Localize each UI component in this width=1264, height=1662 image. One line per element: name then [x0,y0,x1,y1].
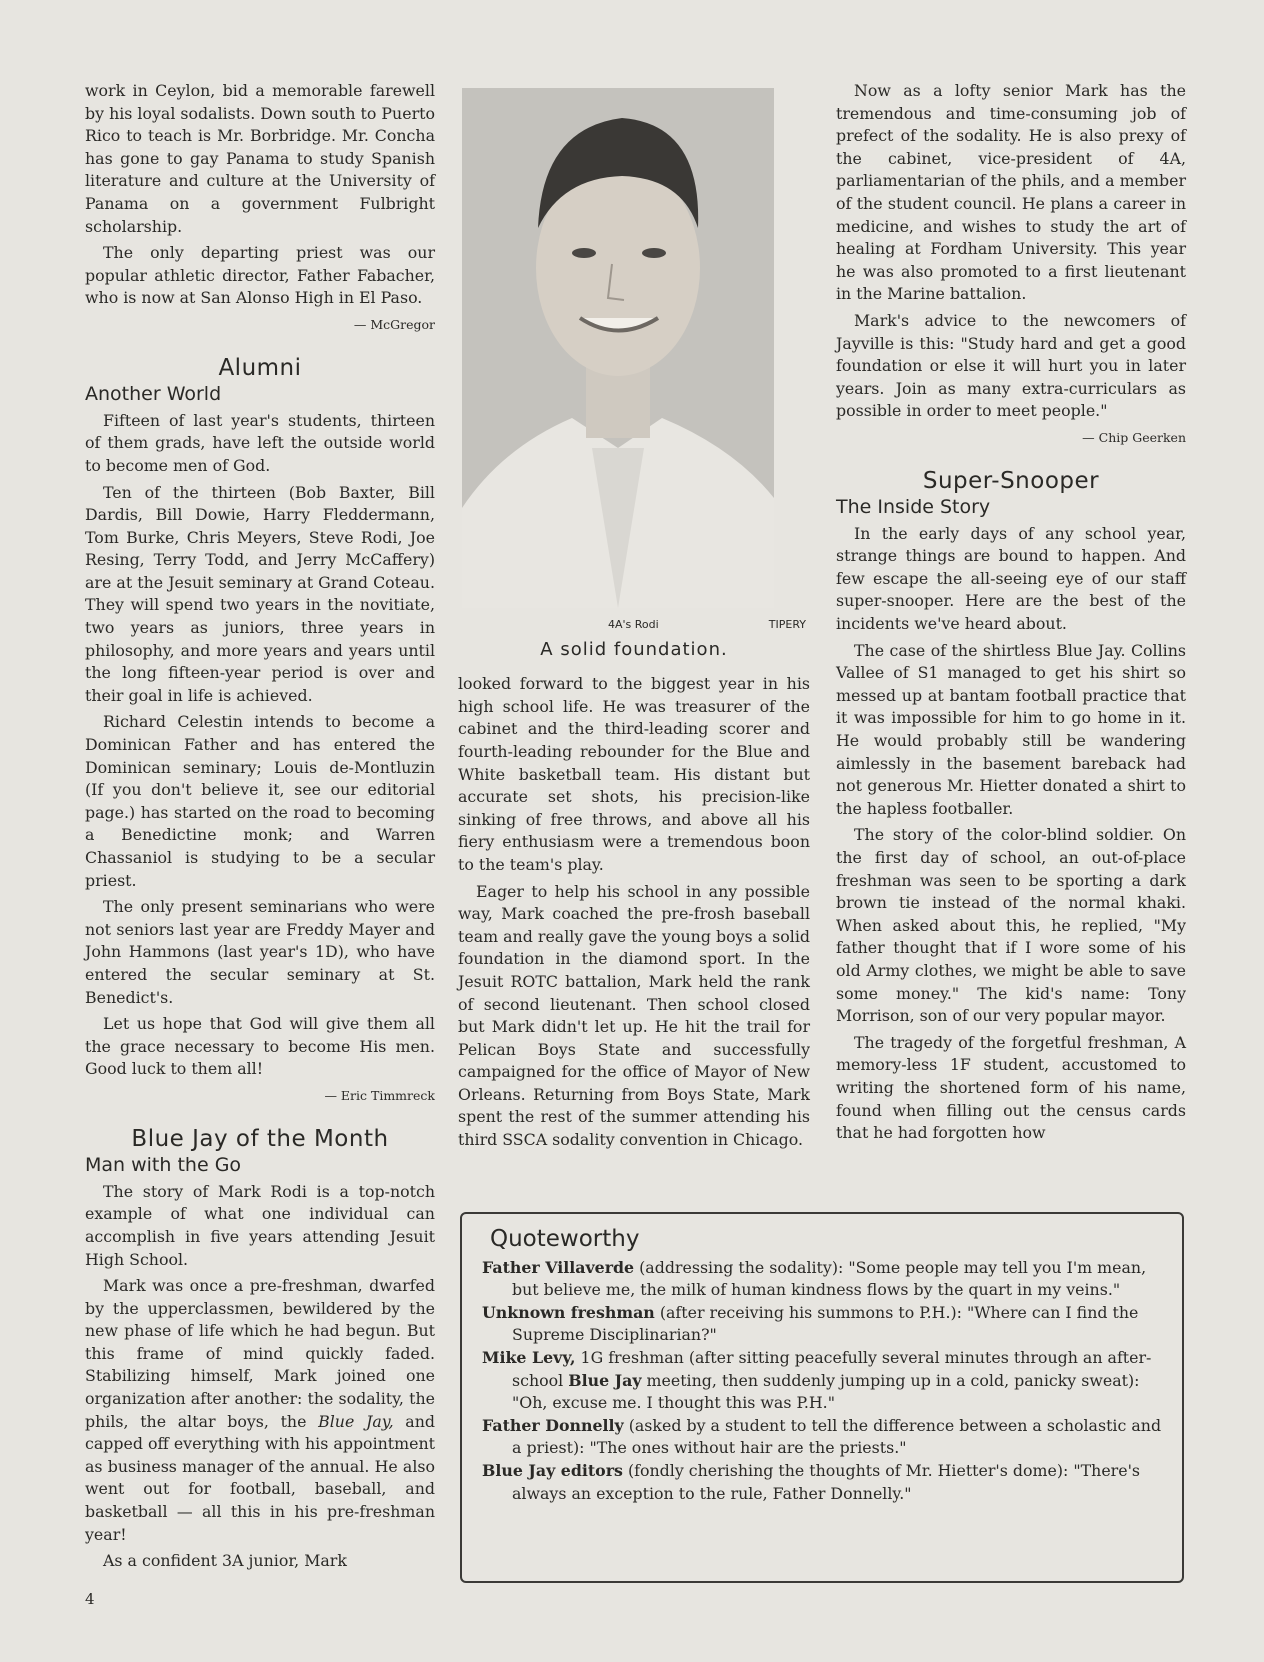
right-column [836,80,1186,1149]
paragraph [85,1275,435,1546]
paragraph: Eager to help his school in any possible way, Mark coached the pre-frosh baseball team and really gave the young boys a solid foundation in the diamond sport. In the Jesuit ROTC battalion, Mark held the rank of second lieutenant. Then school closed but Mark didn't let up. He hit the trail for Pelican Boys State and successfully campaigned for the office of Mayor of New Orleans. Returning from Boys State, Mark spent the rest of the summer attending his third SSCA sodality convention in Chicago. [458,881,810,1150]
quote-item [482,1257,1162,1302]
subheading-inside-story: The Inside Story [836,496,991,519]
paragraph: Let us hope that God will give them all the grace necessary to become His men. Good luck to them all! [85,1014,435,1079]
paragraph: The story of Mark Rodi is a top-notch example of what one individual can accomplish in five years attending Jesuit High School. [85,1181,435,1269]
quote-text: (fondly cherishing the thoughts of Mr. Hietter's dome): "There's always an exception to the rule, Father Donnelly." [512,1460,1141,1503]
quote-text: meeting, then suddenly jumping up in a cold, panicky sweat): "Oh, excuse me. I thought this was P.H." [512,1370,1140,1413]
portrait-illustration [462,88,774,608]
text-run: Mark was once a pre-freshman, dwarfed by the upperclassmen, bewildered by the new phase of life which he had begun. But this frame of mind quickly faded. Stabilizing himself, Mark joined one organization after another: the sodality, the phils, the altar boys, the [85,1276,435,1431]
paragraph: Now as a lofty senior Mark has the tremendous and time-consuming job of prefect of the sodality. He is also prexy of the cabinet, vice-president of 4A, parliamentarian of the phils, and a member of the student council. He plans a career in medicine, and wishes to study the art of healing at Fordham University. This year he was also promoted to a first lieutenant in the Marine battalion. [836,81,1186,304]
byline: — Chip Geerken [1082,429,1186,445]
quote-text: (after receiving his summons to P.H.): "Where can I find the Supreme Disciplinarian?" [512,1302,1139,1345]
paragraph: work in Ceylon, bid a memorable farewell by his loyal sodalists. Down south to Puerto Rico to teach is Mr. Borbridge. Mr. Concha has gone to gay Panama to study Spanish literature and culture at the University of Panama on a government Fulbright scholarship. [85,81,435,236]
section-heading-blue-jay: Blue Jay of the Month [131,1125,389,1152]
quote-speaker: Father Donnelly [482,1415,624,1435]
quote-item [482,1460,1162,1505]
quote-speaker: Unknown freshman [482,1302,655,1322]
section-heading-alumni: Alumni [218,354,302,381]
quote-inline-bold: Blue Jay [568,1370,642,1390]
paragraph: The tragedy of the forgetful freshman, A memory-less 1F student, accustomed to writing the shortened form of his name, found when filling out the census cards that he had forgotten how [836,1032,1186,1143]
caption-title: A solid foundation. [540,638,728,660]
paragraph: The story of the color-blind soldier. On the first day of school, an out-of-place freshman was seen to be sporting a dark brown tie instead of the normal khaki. When asked about this, he replied, "My father thought that if I wore some of his old Army clothes, we might be able to save some money." The kid's name: Tony Morrison, son of our very popular mayor. [836,825,1186,1026]
quote-item [482,1302,1162,1347]
paragraph: The only present seminarians who were not seniors last year are Freddy Mayer and John Hammons (last year's 1D), who have entered the secular seminary at St. Benedict's. [85,897,435,1007]
subheading-another-world: Another World [85,383,222,406]
paragraph: In the early days of any school year, strange things are bound to happen. And few escape the all-seeing eye of our staff super-snooper. Here are the best of the incidents we've heard about. [836,523,1186,634]
middle-column [458,88,810,1156]
paragraph: Mark's advice to the newcomers of Jayville is this: "Study hard and get a good foundation or else it will hurt you in later years. Join as many extra-curriculars as possible in order to meet people." [836,310,1186,421]
quote-text: (asked by a student to tell the difference between a scholastic and a priest): "The ones without hair are the priests." [512,1415,1162,1458]
quote-speaker: Father Villaverde [482,1257,635,1277]
byline: — McGregor [353,316,435,332]
quote-item [482,1415,1162,1460]
caption-name: 4A's Rodi [608,618,659,631]
page-number: 4 [85,1590,95,1608]
paragraph: The case of the shirtless Blue Jay. Collins Vallee of S1 managed to get his shirt so messed up at bantam football practice that it was impossible for him to go home in it. He would probably still be wandering aimlessly in the basement bareback had not generous Mr. Hietter donated a shirt to the hapless footballer. [836,640,1186,818]
quoteworthy-title: Quoteworthy [490,1226,640,1252]
quote-text: (addressing the sodality): "Some people may tell you I'm mean, but believe me, the milk of human kindness flows by the quart in my veins." [512,1257,1147,1300]
photo-caption-row [608,614,806,637]
paragraph: As a confident 3A junior, Mark [103,1551,347,1571]
quoteworthy-box [460,1212,1184,1583]
portrait-photo [462,88,774,608]
paragraph: The only departing priest was our popular athletic director, Father Fabacher, who is now at San Alonso High in El Paso. [85,243,435,308]
paragraph: looked forward to the biggest year in his high school life. He was treasurer of the cabinet and the third-leading scorer and fourth-leading rebounder for the Blue and White basketball team. His distant but accurate set shots, his precision-like sinking of free throws, and above all his fiery enthusiasm were a tremendous boon to the team's play. [458,674,810,874]
photo-credit: TIPERY [768,618,806,631]
quote-speaker: Mike Levy, [482,1347,576,1367]
quote-text: 1G freshman (after sitting peacefully several minutes through an after-school [512,1347,1152,1390]
byline: — Eric Timmreck [324,1087,435,1103]
left-column [85,80,435,1577]
paragraph: Fifteen of last year's students, thirteen of them grads, have left the outside world to become men of God. [85,410,435,475]
section-heading-super-snooper: Super-Snooper [922,467,1100,494]
paragraph: Richard Celestin intends to become a Dominican Father and has entered the Dominican seminary; Louis de-Montluzin (If you don't believe it, see our editorial page.) has started on the road to becoming a Benedictine monk; and Warren Chassaniol is studying to be a secular priest. [85,712,435,890]
text-run: and capped off everything with his appointment as business manager of the annual. He also went out for football, baseball, and basketball — all this in his pre-freshman year! [85,1411,435,1544]
paragraph: Ten of the thirteen (Bob Baxter, Bill Dardis, Bill Dowie, Harry Fleddermann, Tom Burke, Chris Meyers, Steve Rodi, Joe Resing, Terry Todd, and Jerry McCaffery) are at the Jesuit seminary at Grand Coteau. They will spend two years in the novitiate, two years as juniors, three years in philosophy, and more years and years until the long fifteen-year period is over and their goal in life is achieved. [85,482,435,705]
subheading-man-with-the-go: Man with the Go [85,1154,242,1177]
publication-title: Blue Jay, [318,1411,394,1431]
quote-speaker: Blue Jay editors [482,1460,623,1480]
quote-item [482,1347,1162,1415]
